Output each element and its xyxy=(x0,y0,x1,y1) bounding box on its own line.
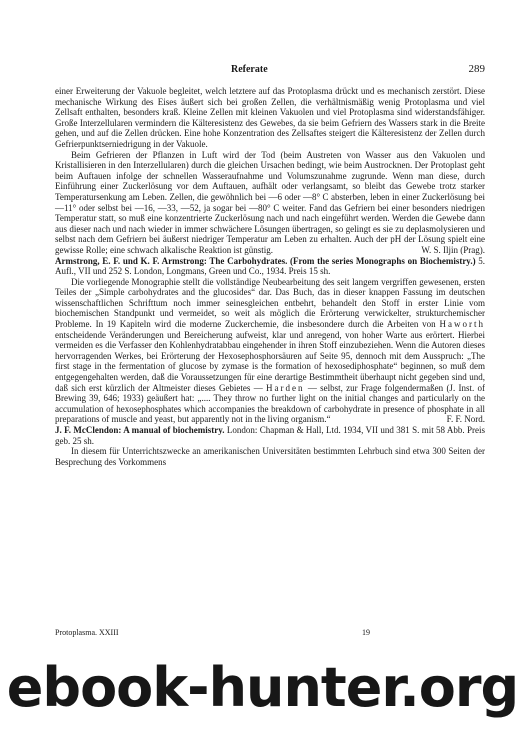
paragraph xyxy=(55,277,485,425)
footer-signature: Protoplasma. XXIII xyxy=(55,628,119,637)
paragraph xyxy=(55,150,485,256)
paragraph-text: Beim Gefrieren der Pflanzen in Luft wird der Tod (beim Austreten von Wasser aus den Vakuolen und Kristallisieren in den Interzellularen) durch die gleichen Ursachen bedingt, wie beim Austrocknen. Der Protoplast geht beim Auftauen infolge der schnellen Wasseraufnahme und Volumszunahme zugrunde. Wenn man diese, durch Einführung einer Zuckerlösung vor dem Auftauen, aufhält oder verlangsamt, so bleibt das Gewebe trotz starker Temperatursenkung am Leben. Zellen, die gewöhnlich bei —6 oder —8° C absterben, leben in einer Zuckerlösung bei —11° oder selbst bei —16, —33, —52, ja sogar bei —80° C weiter. Fand das Gefriern bei einer besonders niedrigen Temperatur statt, so muß eine konzentrierte Zuckerlösung nach und nach eingeführt werden. Werden die Gewebe dann aus dieser nach und nach wieder in immer schwächere Lösungen übertragen, so gelingt es sie zu deplasmolysieren und selbst nach dem Gefriern bei äußerst niedriger Temperatur am Leben zu erhalten. Auch der pH der Lösung spielt eine gewisse Rolle; eine schwach alkalische Reaktion ist günstig. xyxy=(55,149,485,255)
page-footer xyxy=(55,628,485,640)
review-title: J. F. McClendon: A manual of biochemistry. xyxy=(55,425,225,435)
review-publication: London: Chapman & Hall, Ltd. 1934, VII und 381 S. mit 58 Abb. Preis geb. 25 sh. xyxy=(55,425,485,446)
paragraph: einer Erweiterung der Vakuole begleitet, welch letztere auf das Protoplasma drückt und es mechanisch zerstört. Diese mechanische Wirkung des Eises äußert sich bei großen Zellen, die verhältnismäßig wenig Protoplasma und viel Zellsaft enthalten, besonders kraß. Kleine Zellen mit kleinen Vakuolen und viel Protoplasma sind widerstandsfähiger. Große Interzellularen vermindern die Kälteresistenz des Gewebes, da sie beim Gefriern des Wassers stark in die Breite gehen, und auf die Zellen drücken. Eine hohe Konzentration des Zellsaftes steigert die Kälteresistenz der Zellen durch Gefrierpunktserniedrigung in der Vakuole. xyxy=(55,86,485,149)
footer-sheet-number: 19 xyxy=(362,628,370,637)
page-body xyxy=(55,86,485,467)
review-title: Armstrong, E. F. und K. F. Armstrong: The Carbohydrates. (From the series Monographs on Biochemistry.) xyxy=(55,255,476,266)
signature: F. F. Nord. xyxy=(446,414,485,425)
paragraph-text: — selbst, zur Frage folgendermaßen (J. Inst. of Brewing 39, 646; 1933) geäußert hat: „.... They throw no further light on the initial changes and particularly on the accumulation of hexosephosphates which accompanies the breakdown of carbohydrate in presence of phosphate in all preparations of muscle and yeast, but apparently not in the living organism.“ xyxy=(55,382,486,425)
page-header xyxy=(55,64,485,78)
review-heading xyxy=(55,425,485,446)
review-heading xyxy=(55,256,485,277)
running-title: Referate xyxy=(231,64,268,75)
author-name: Harden xyxy=(266,382,305,393)
signature: W. S. Iljin (Prag). xyxy=(421,244,485,255)
paragraph: In diesem für Unterrichtszwecke an amerikanischen Universitäten bestimmten Lehrbuch sind etwa 300 Seiten der Besprechung des Vorkommens xyxy=(55,446,485,467)
page-number: 289 xyxy=(468,63,485,75)
watermark: ebook-hunter.org xyxy=(6,656,519,719)
paragraph-text: entscheidende Veränderungen und Bereicherung aufweist, klar und anregend, von hoher Warte aus erörtert. Hierbei vermeiden es die Verfasser den Kohlenhydratabbau eingehender in ihren Stoff einzubeziehen. Wenn die Autoren dieses hervorragenden Werkes, bei Erörterung der Hexosephosphorsäuren auf Seite 95, dennoch mit dem Ausspruch: „The first stage in the fermentation of glucose by zymase is the formation of hexosediphosphate“ beginnen, so muß dem entgegengehalten werden, daß die Voraussetzungen für eine derartige Bestimmtheit überhaupt nicht gegeben sind und, daß sich erst kürzlich der Altmeister dieses Gebietes — xyxy=(55,329,485,393)
review-publication: 5. Aufl., VII und 252 S. London, Longmans, Green und Co., 1934. Preis 15 sh. xyxy=(55,255,486,277)
author-name: Haworth xyxy=(439,319,486,330)
paragraph-text: Die vorliegende Monographie stellt die vollständige Neubearbeitung des seit langem vergriffen gewesenen, ersten Teiles der „Simple carbohydrates and the glucosides“ dar. Das Buch, das in dieser knappen Fassung im deutschen wissenschaftlichen Schrifttum noch immer seinesgleichen entbehrt, behandelt den Stoff in erster Linie vom biochemischen Standpunkt und vermeidet, so weit als möglich die Erörterung verwickelter, strukturchemischer Probleme. In 19 Kapiteln wird die moderne Zuckerchemie, die insbesondere durch die Arbeiten von xyxy=(55,276,485,330)
